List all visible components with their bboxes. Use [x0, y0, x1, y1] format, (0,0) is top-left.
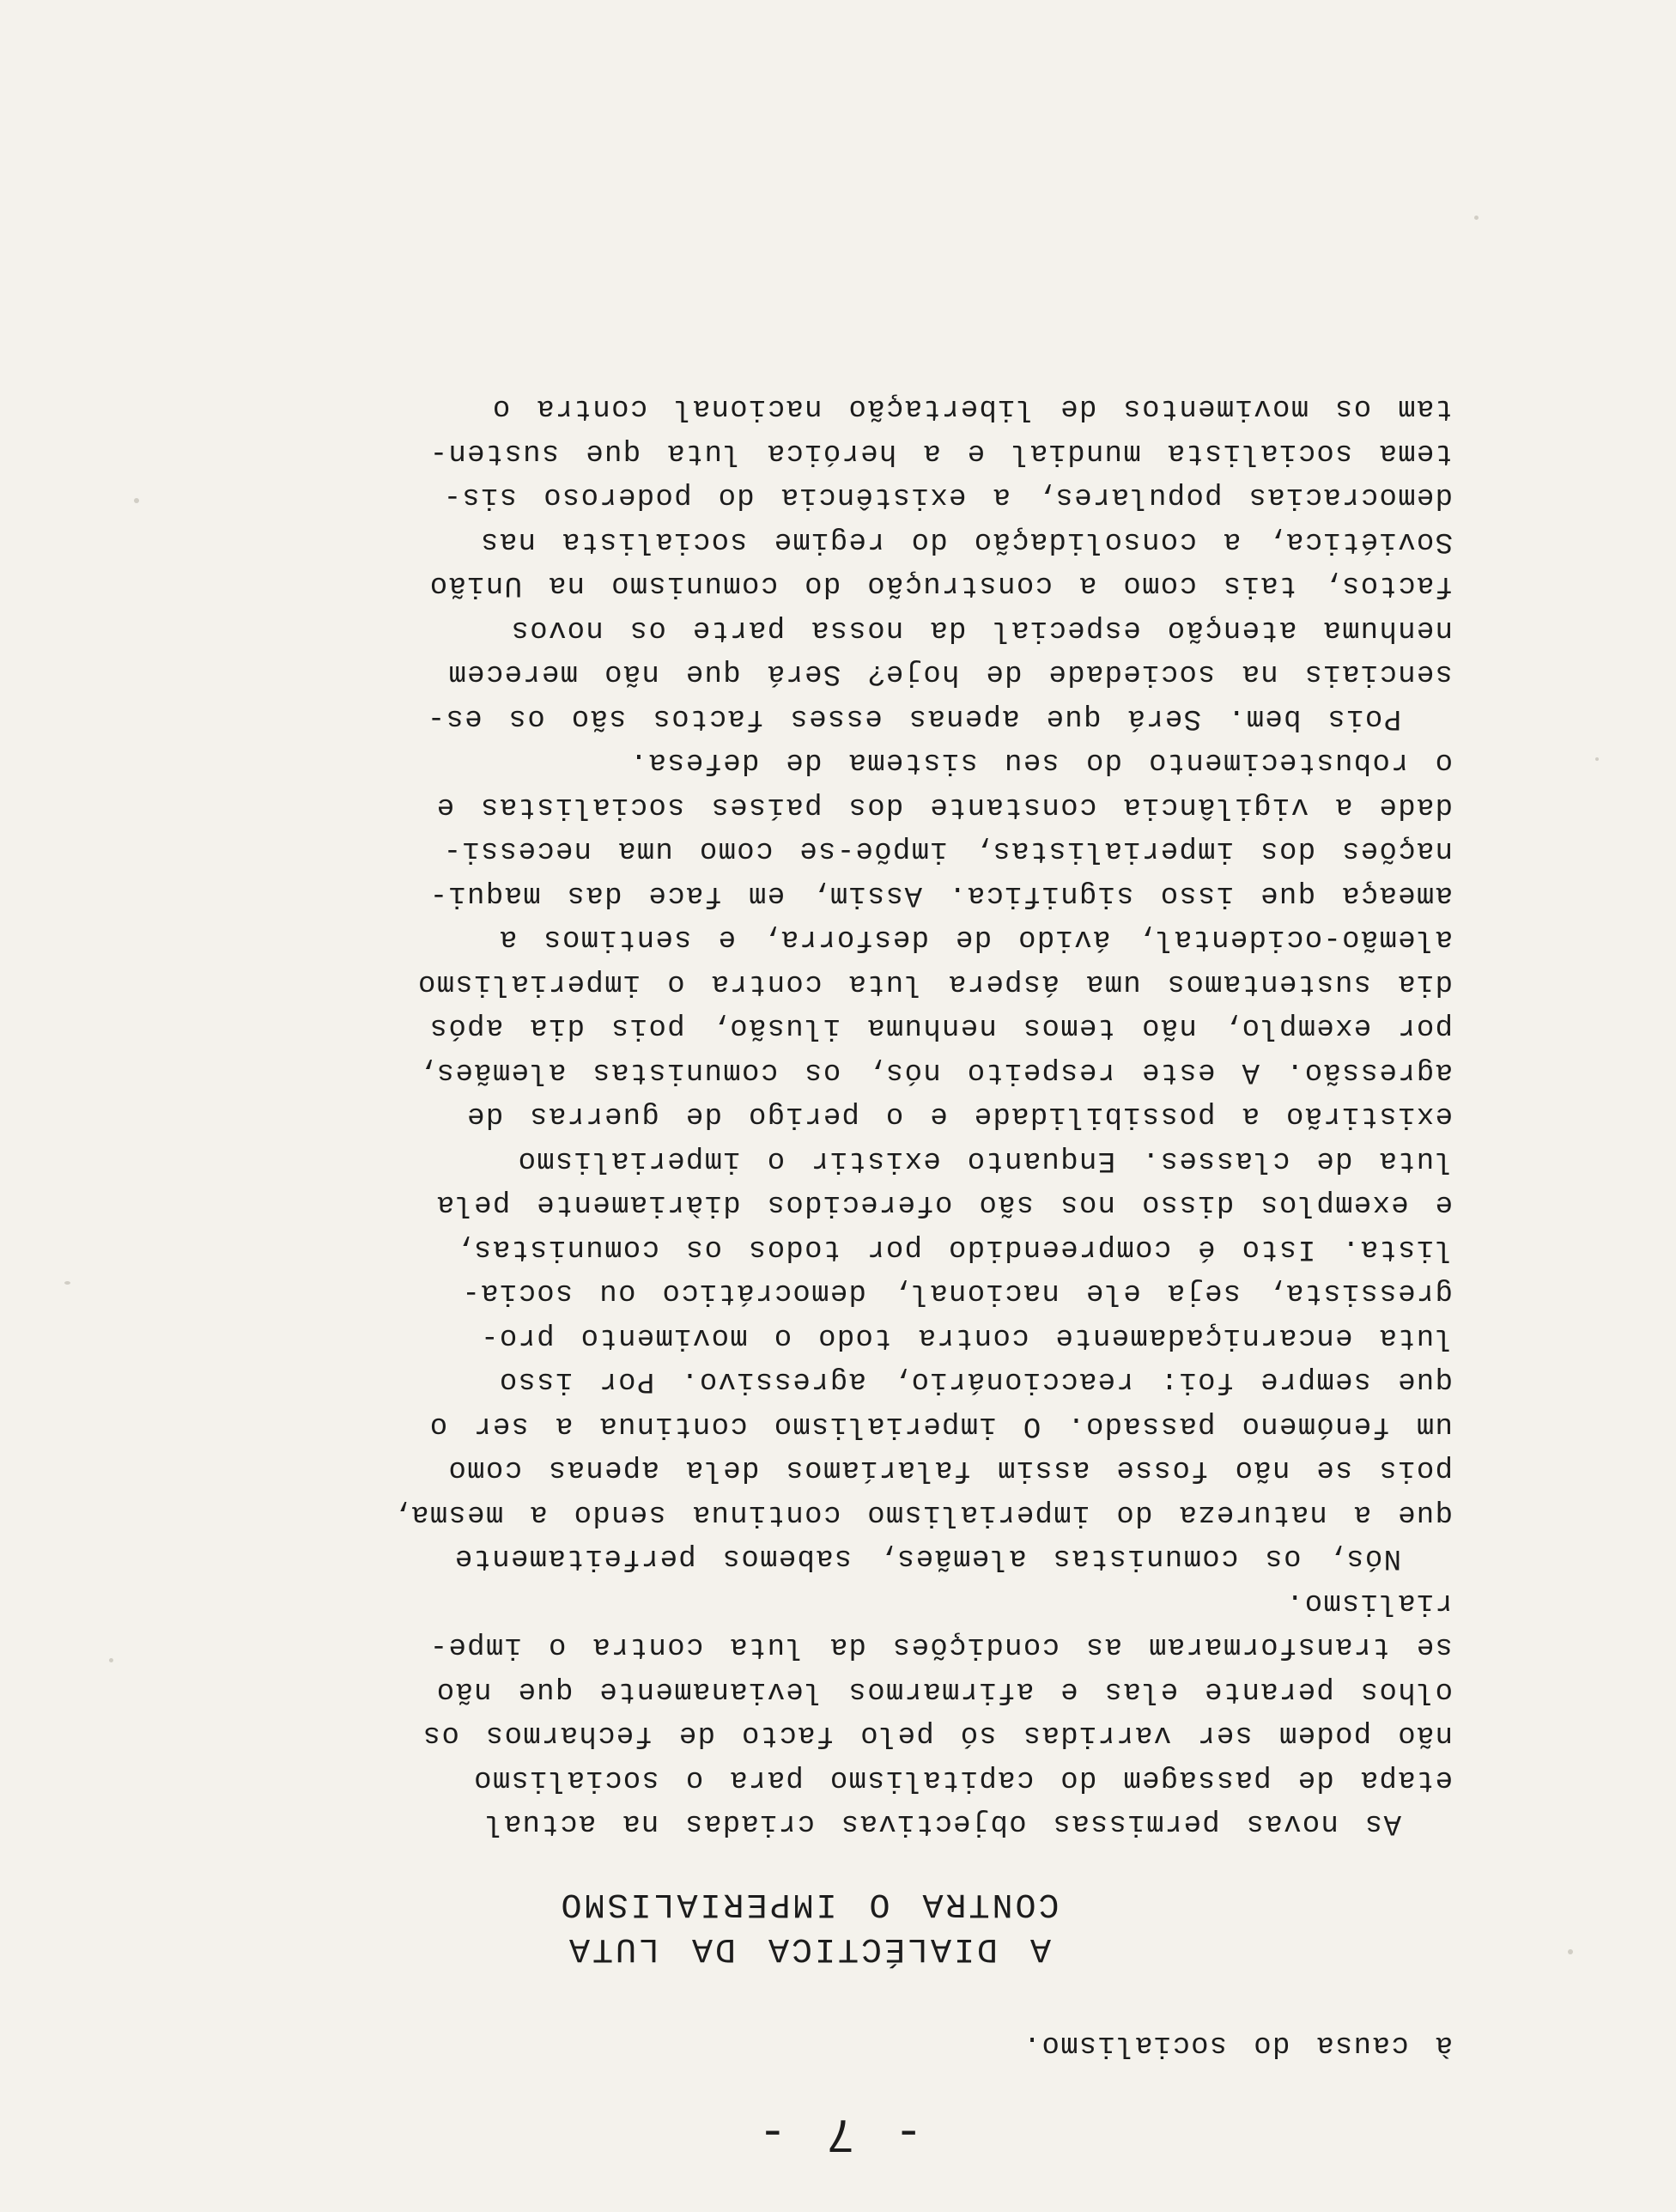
text-line: nações dos imperialistas, impõe-se como uma necessi-	[442, 834, 1453, 867]
scan-speck	[1474, 216, 1479, 220]
text-line: agressão. A este respeito nós, os comunistas alemães,	[416, 1055, 1453, 1088]
text-line: Pois bem. Será que apenas esses factos são os es-	[426, 702, 1401, 734]
section-title-line-1: A DIALÉCTICA DA LUTA	[566, 1929, 1052, 1968]
text-line: que a natureza do imperialismo continua sendo a mesma,	[392, 1498, 1453, 1530]
text-line: factos, tais como a construção do comunismo na União	[428, 568, 1453, 602]
text-line: luta encarniçadamente contra todo o movimento pro-	[479, 1321, 1453, 1353]
text-line: senciais na sociedade de hoje? Será que não merecem	[447, 657, 1453, 690]
text-line: dia sustentamos uma áspera luta contra o imperialismo	[416, 967, 1453, 1000]
text-line: olhos perante elas e afirmarmos levianamente que não	[435, 1674, 1453, 1707]
text-line: Soviética, a consolidação do regime socialista nas	[479, 525, 1453, 557]
page-number: - 7 -	[752, 2106, 924, 2160]
text-line: Nós, os comunistas alemães, sabemos perfeitamente	[453, 1541, 1401, 1575]
text-line: ameaça que isso significa. Assim, em face das maqui-	[428, 878, 1453, 911]
text-line: dade a vigilância constante dos países socialistas e	[435, 790, 1453, 823]
text-line: democracias populares, a existência do poderoso sis-	[442, 480, 1453, 514]
text-line: se transformaram as condições da luta contra o impe-	[428, 1630, 1453, 1663]
text-line: um fenómeno passado. O imperialismo continua a ser o	[428, 1409, 1453, 1442]
text-line: à causa do socialismo.	[1022, 2028, 1453, 2061]
scan-speck	[64, 1281, 70, 1285]
scan-speck	[109, 1658, 113, 1662]
text-line: As novas permissas objectivas criadas na actual	[483, 1807, 1401, 1840]
text-line: por exemplo, não temos nenhuma ilusão, pois dia após	[428, 1011, 1453, 1044]
typewritten-text	[165, 386, 1453, 2066]
scan-speck	[1595, 757, 1599, 761]
text-line: rialismo.	[1284, 1586, 1453, 1619]
text-line: existirão a possibilidade e o perigo de guerras de	[465, 1099, 1453, 1133]
text-line: gressista, seja ele nacional, democrático ou socia-	[461, 1276, 1453, 1310]
text-line: etapa de passagem do capitalismo para o socialismo	[472, 1763, 1453, 1796]
text-line: luta de classes. Enquanto existir o imperialismo	[517, 1144, 1453, 1176]
text-line: tam os movimentos de libertação nacional contra o	[491, 392, 1453, 425]
text-line: e exemplos disso nos são oferecidos diàriamente pela	[435, 1188, 1453, 1221]
text-line: alemão-ocidental, ávido de desforra, e sentimos a	[498, 922, 1453, 956]
scan-speck	[1568, 1949, 1573, 1954]
text-line: lista. Isto é compreendido por todos os comunistas,	[454, 1232, 1453, 1265]
text-line: o robustecimento do seu sistema de defesa.	[628, 745, 1453, 779]
text-line: nenhuma atenção especial da nossa parte os novos	[510, 613, 1453, 646]
section-title-line-2: CONTRA O IMPERIALISMO	[558, 1884, 1060, 1923]
text-line: que sempre foi: reaccionário, agressivo. Por isso	[498, 1364, 1453, 1398]
text-line: tema socialista mundial e a heróica luta que susten-	[428, 436, 1453, 469]
text-line: não podem ser varridas só pelo facto de fecharmos os	[422, 1718, 1453, 1752]
text-line: pois se não fosse assim falaríamos dela apenas como	[447, 1453, 1453, 1486]
scan-speck	[134, 498, 139, 503]
